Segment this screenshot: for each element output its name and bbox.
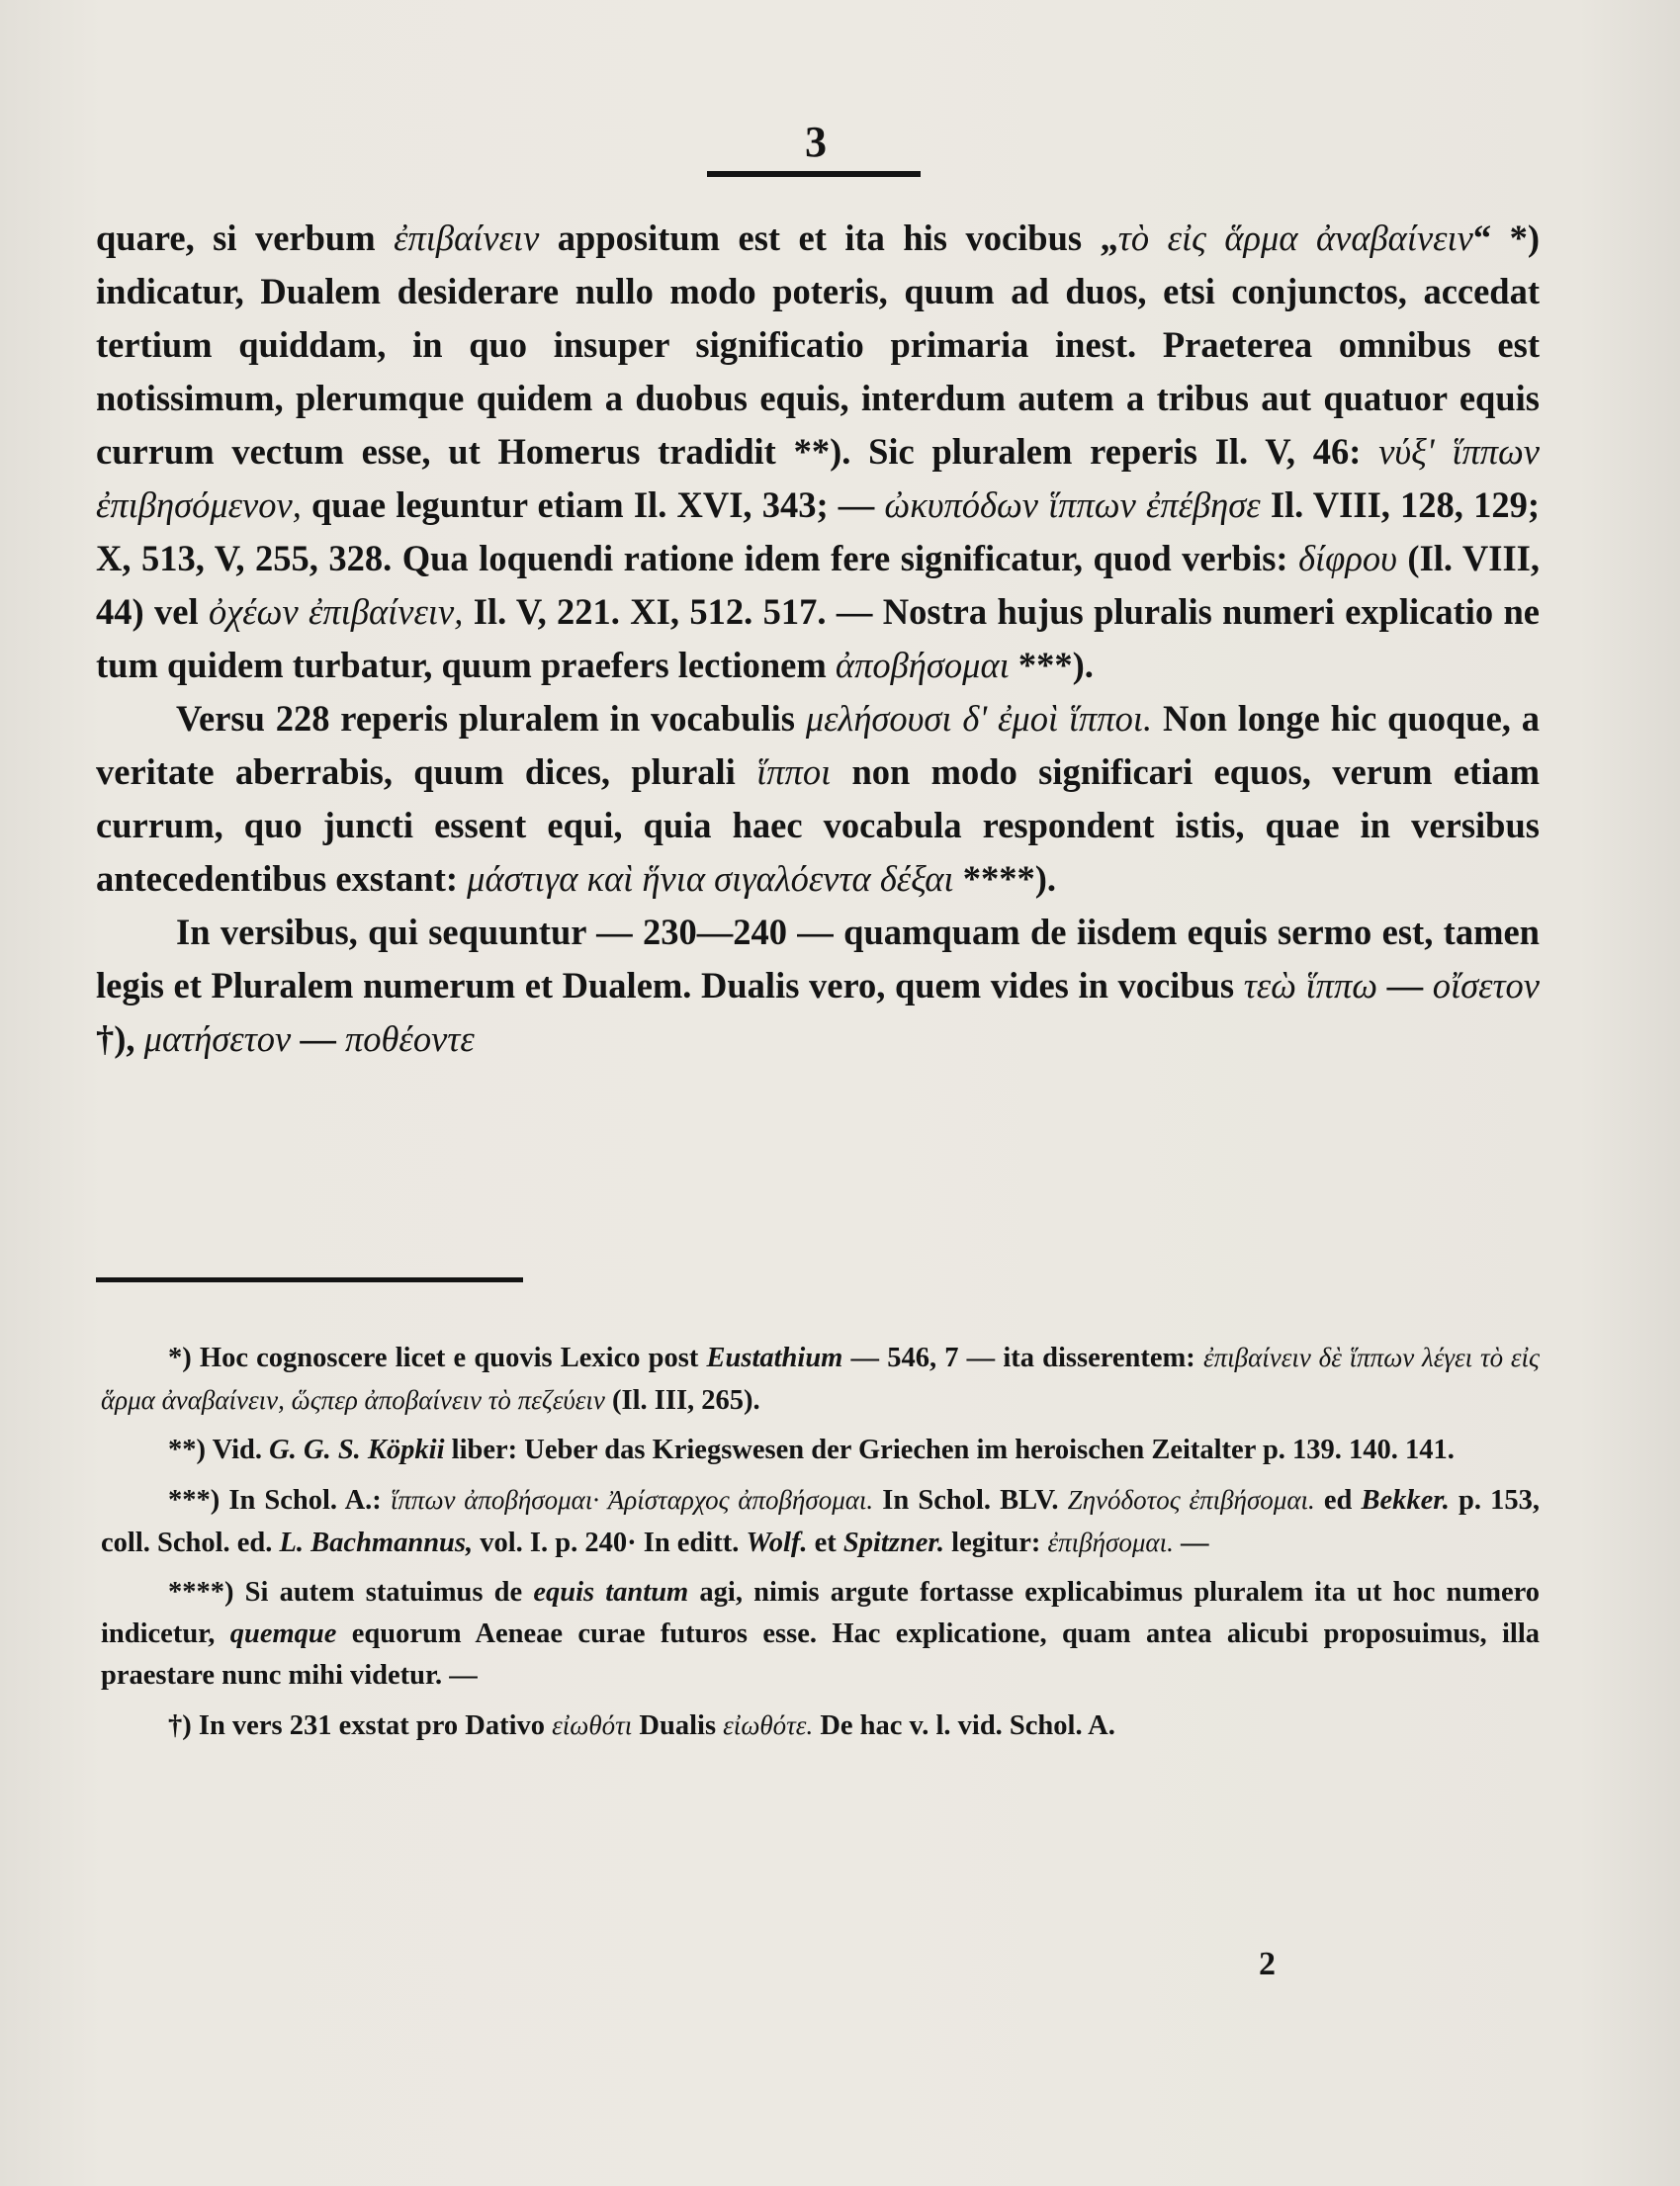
greek-phrase: Ζηνόδοτος ἐπιβήσομαι. [1067,1485,1315,1515]
text-run: — [291,1018,345,1059]
header-rule [707,171,921,177]
footnote-3 [101,1479,1540,1564]
footnote-5 [101,1705,1540,1747]
text-run: — [1377,965,1433,1006]
text-run: quare, si verbum [96,218,395,258]
signature-mark: 2 [1259,1946,1276,1982]
text-run: et [807,1528,843,1558]
greek-phrase: ματήσετον [143,1018,292,1059]
greek-phrase: τὸ εἰς ἅρμα ἀναβαίνειν [1117,218,1473,258]
text-run: (Il. VIII, 44) vel [96,538,1540,632]
text-run: **) Vid. [168,1435,270,1465]
text-run: *) Hoc cognoscere licet e quovis Lexico post [168,1343,707,1373]
text-run: legitur: [944,1528,1048,1558]
text-run: ***). [1009,645,1094,685]
italic-name: Eustathium [706,1343,843,1373]
text-run: agi, nimis argute fortasse explicabimus pluralem ita ut hoc numero indicetur, [101,1577,1541,1649]
greek-phrase: ποθέοντε [344,1018,475,1059]
italic-name: G. G. S. Köpkii [269,1435,445,1465]
text-run: †) In vers 231 exstat pro Dativo [168,1710,553,1741]
text-run: De hac v. l. vid. Schol. A. [813,1710,1115,1741]
text-run: “ *) indicatur, Dualem desiderare nullo modo poteris, quum ad duos, etsi conjunctos, accedat tertium quiddam, in quo insuper significatio primaria inest. Praeterea omnibus est notissimum, plerumque quidem a duobus equis, interdum autem a tribus aut quatuor equis currum vectum esse, ut Homerus tradidit **). Sic pluralem reperis Il. V, 46: [96,218,1540,472]
italic-phrase: quemque [229,1618,337,1649]
text-run: liber: Ueber das Kriegswesen der Griechen im heroischen Zeitalter p. 139. 140. 141. [444,1435,1455,1465]
footnote-2 [101,1430,1540,1471]
italic-phrase: equis tantum [533,1577,689,1608]
greek-phrase: τεὼ ἵππω [1243,965,1378,1006]
text-run: †), [96,1018,144,1059]
greek-phrase: ἐπιβαίνειν [394,218,540,258]
greek-phrase: ἵπποι [756,751,832,792]
greek-phrase: οἴσετον [1432,965,1540,1006]
paragraph-3 [96,906,1540,1066]
paragraph-1 [96,212,1540,692]
greek-phrase: νύξ' ἵππων ἐπιβησόμενον, [96,431,1541,525]
text-run: ****). [953,858,1056,899]
text-run: ***) In Schol. A.: [168,1485,391,1516]
text-run: ed [1314,1485,1362,1516]
text-run: non modo significari equos, verum etiam currum, quo juncti essent equi, quia haec vocabula respondent istis, quae in versibus antecedentibus exstant: [96,751,1541,899]
text-run: In versibus, qui sequuntur — 230—240 — quamquam de iisdem equis sermo est, tamen legis et Pluralem numerum et Dualem. Dualis vero, quem vides in vocibus [96,912,1540,1006]
text-run: equorum Aeneae curae futuros esse. Hac explicatione, quam antea alicubi proposuimus, illa praestare nunc mihi videtur. — [101,1618,1540,1691]
text-run: p. 153, coll. Schol. ed. [101,1485,1540,1558]
greek-phrase: ὠκυπόδων ἵππων ἐπέβησε [884,484,1261,525]
footnote-rule [96,1277,523,1282]
page-number: 3 [805,118,827,166]
greek-phrase: μάστιγα καὶ ἥνια σιγαλόεντα δέξαι [467,858,954,899]
text-run: quae leguntur etiam Il. XVI, 343; — [301,484,885,525]
italic-name: Spitzner. [842,1528,945,1558]
italic-name: Bekker. [1361,1485,1450,1516]
text-run: Non longe hic quoque, a veritate aberrabis, quum dices, plurali [96,698,1540,792]
footnotes [101,1337,1540,1755]
greek-phrase: ἀποβήσομαι [835,645,1010,685]
greek-phrase: δίφρου [1298,538,1397,578]
greek-phrase: ἐπιβαίνειν δὲ ἵππων λέγει τὸ εἰς ἅρμα ἀναβαίνειν, ὥςπερ ἀποβαίνειν τὸ πεζεύειν [101,1343,1540,1415]
greek-phrase: μελήσουσι δ' ἐμοὶ ἵπποι. [805,698,1153,739]
text-run: Dualis [632,1710,724,1741]
text-run: — [1173,1528,1209,1558]
text-run: Versu 228 reperis pluralem in vocabulis [176,698,806,739]
text-run: ****) Si autem statuimus de [168,1577,534,1608]
paragraph-2 [96,692,1540,906]
main-text [96,212,1540,1066]
greek-phrase: εἰωθότε. [723,1710,814,1740]
text-run: — 546, 7 — ita disserentem: [842,1343,1203,1373]
greek-phrase: ὀχέων ἐπιβαίνειν, [208,591,464,632]
greek-phrase: ἐπιβήσομαι. [1047,1528,1174,1557]
text-run: Il. V, 221. XI, 512. 517. — Nostra hujus pluralis numeri explicatio ne tum quidem turbatur, quum praefers lectionem [96,591,1540,685]
text-run: appositum est et ita his vocibus „ [539,218,1118,258]
text-run: In Schol. BLV. [873,1485,1068,1516]
text-run: (Il. III, 265). [604,1385,760,1416]
footnote-1 [101,1337,1540,1422]
italic-name: Wolf. [746,1528,808,1558]
footnote-4 [101,1572,1540,1697]
italic-name: L. Bachmannus, [279,1528,474,1558]
greek-phrase: ἵππων ἀποβήσομαι· Ἀρίσταρχος ἀποβήσομαι. [390,1485,874,1515]
text-run: vol. I. p. 240· In editt. [473,1528,747,1558]
text-run: Il. VIII, 128, 129; X, 513, V, 255, 328. Qua loquendi ratione idem fere significatur, quod verbis: [96,484,1540,578]
greek-phrase: εἰωθότι [552,1710,633,1740]
